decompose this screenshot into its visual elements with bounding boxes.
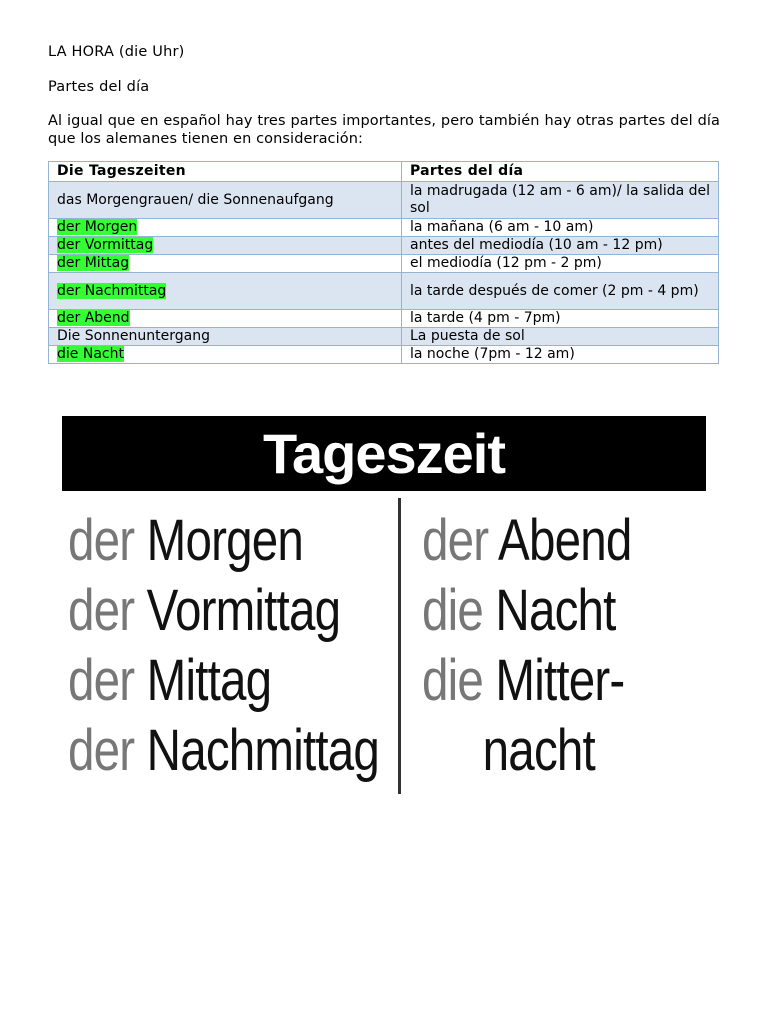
spanish-term-cell: antes del mediodía (10 am - 12 pm) (402, 237, 719, 255)
poster-term (68, 576, 379, 646)
german-term-highlighted: die Nacht (57, 346, 124, 362)
poster-noun: Vormittag (146, 578, 341, 643)
poster-article: der (68, 718, 135, 783)
poster-title: Tageszeit (262, 422, 506, 485)
spanish-term-cell: la madrugada (12 am - 6 am)/ la salida del sol (402, 182, 719, 219)
poster-noun: Morgen (146, 508, 304, 573)
times-of-day-table (48, 161, 719, 364)
poster-article: der (68, 648, 135, 713)
german-term-cell (49, 255, 402, 273)
spanish-term-cell: la tarde (4 pm - 7pm) (402, 310, 719, 328)
poster-term (68, 506, 379, 576)
poster-article: der (68, 508, 135, 573)
table-row (49, 328, 719, 346)
german-term-cell (49, 237, 402, 255)
german-term: Die Sonnenuntergang (57, 328, 211, 344)
poster-noun: Nacht (495, 578, 616, 643)
german-term-cell (49, 219, 402, 237)
german-term-cell (49, 310, 402, 328)
poster-noun: Mittag (146, 648, 272, 713)
poster-term (422, 576, 631, 646)
table-row (49, 182, 719, 219)
intro-paragraph: Al igual que en español hay tres partes importantes, pero también hay otras partes del día que los alemanes tienen en consideración: (48, 113, 720, 147)
page-title: LA HORA (die Uhr) (48, 44, 185, 60)
german-term-highlighted: der Mittag (57, 255, 130, 271)
poster-article: der (422, 508, 489, 573)
poster-article: die (422, 648, 484, 713)
poster-noun: nacht (482, 718, 595, 783)
section-heading: Partes del día (48, 79, 150, 95)
poster-title-bar (62, 416, 706, 491)
poster-term (68, 646, 379, 716)
spanish-term-cell: el mediodía (12 pm - 2 pm) (402, 255, 719, 273)
german-term-highlighted: der Morgen (57, 219, 138, 235)
poster-noun: Abend (498, 508, 632, 573)
poster-noun: Mitter- (495, 648, 625, 713)
column-header-german: Die Tageszeiten (49, 162, 402, 182)
poster-right-column (422, 506, 677, 786)
poster-term (68, 716, 379, 786)
spanish-term-cell: la tarde después de comer (2 pm - 4 pm) (402, 273, 719, 310)
poster-article: der (68, 578, 135, 643)
table-row (49, 255, 719, 273)
poster-term (422, 646, 631, 716)
poster-term (422, 506, 631, 576)
spanish-term-cell: La puesta de sol (402, 328, 719, 346)
german-term-cell (49, 328, 402, 346)
poster-noun: Nachmittag (146, 718, 380, 783)
table-row (49, 346, 719, 364)
german-term-highlighted: der Abend (57, 310, 130, 326)
tageszeit-poster-image (62, 416, 706, 806)
column-header-spanish: Partes del día (402, 162, 719, 182)
table-row (49, 310, 719, 328)
table-header-row (49, 162, 719, 182)
german-term-highlighted: der Nachmittag (57, 282, 167, 299)
german-term-cell (49, 346, 402, 364)
table-row (49, 219, 719, 237)
spanish-term-cell: la noche (7pm - 12 am) (402, 346, 719, 364)
poster-term (422, 716, 631, 786)
german-term-highlighted: der Vormittag (57, 237, 154, 253)
german-term: das Morgengrauen/ die Sonnenaufgang (57, 191, 334, 208)
poster-article: die (422, 578, 484, 643)
german-term-cell (49, 182, 402, 219)
german-term-cell (49, 273, 402, 310)
spanish-term-cell: la mañana (6 am - 10 am) (402, 219, 719, 237)
table-row (49, 273, 719, 310)
poster-left-column (68, 506, 447, 786)
table-row (49, 237, 719, 255)
